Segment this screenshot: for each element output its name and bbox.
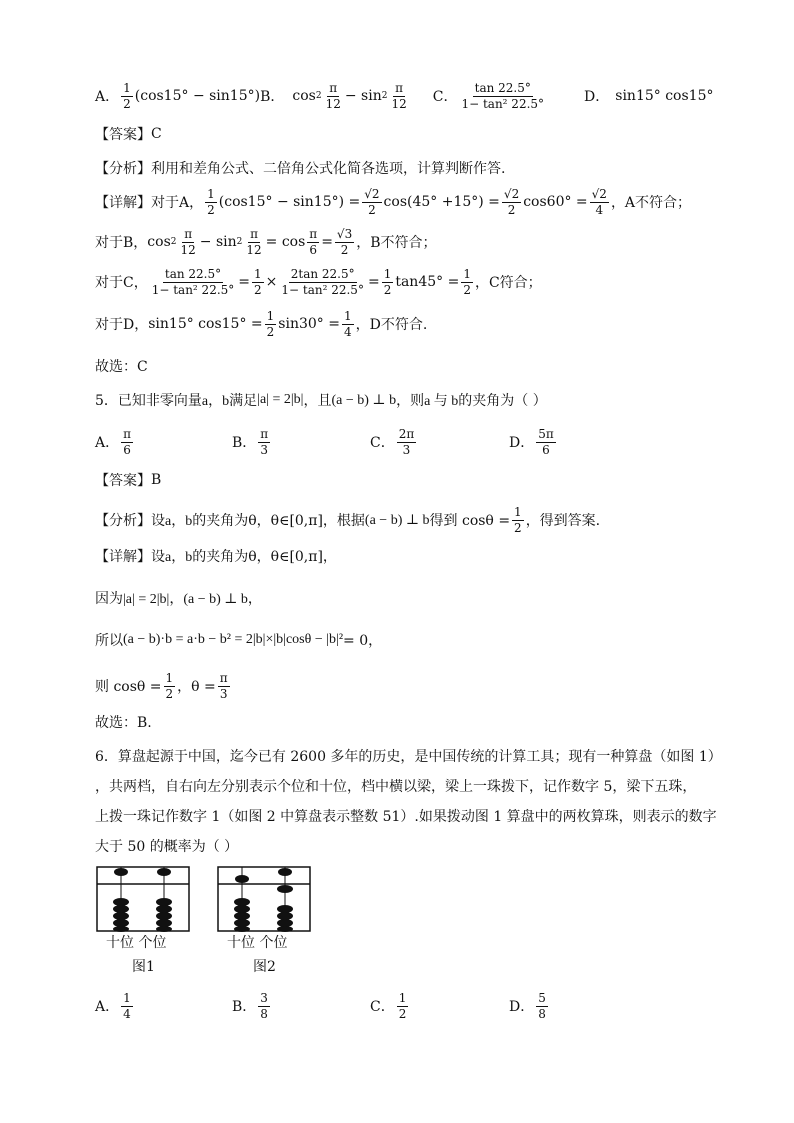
detail-text: 对于B， (95, 235, 148, 252)
vector-condition: |a| = 2|b| (257, 392, 304, 407)
analysis-text: 利用和差角公式、二倍角公式化简各选项，计算判断作答. (151, 161, 506, 177)
q4-opt-a-label: A． (95, 89, 120, 106)
detail-text: = (238, 274, 251, 291)
detail-text: sin30° = (278, 316, 340, 333)
option-label: B． (232, 435, 257, 452)
detail-text: 设 (151, 549, 165, 565)
q5-detail-1 (95, 546, 337, 566)
fraction: $\frac{√2}{2}$ (364, 187, 380, 217)
option-label: A． (95, 435, 120, 452)
q5-detail-3 (95, 630, 382, 650)
fraction: $\frac{1}{2}$ (463, 267, 471, 297)
q4-opt-b-mid: − sin (344, 88, 382, 105)
detail-text: 对于C， (95, 275, 148, 292)
question-text: 的夹角为（ ） (458, 393, 547, 409)
fraction: $\frac{1}{2}$ (398, 991, 407, 1021)
fraction: $\frac{1}{2}$ (207, 187, 215, 217)
detail-text: 的夹角为θ，θ∈[0,π]， (192, 549, 337, 565)
analysis-tag: 【分析】 (95, 161, 151, 177)
q5-analysis (95, 506, 600, 534)
detail-text: cos60° = (523, 194, 588, 211)
analysis-text: 设 (151, 513, 165, 530)
q5-choose (95, 712, 152, 732)
q4-answer (95, 124, 162, 144)
option-label: B． (232, 999, 257, 1016)
vector-symbol: a，b (165, 514, 193, 530)
fraction: $\frac{√2}{2}$ (503, 187, 520, 217)
fraction: $\frac{1}{2}$ (383, 267, 392, 297)
question-text: 6．算盘起源于中国，迄今已有 2600 多年的历史，是中国传统的计算工具；现有一种算盘（如图 1） (95, 749, 722, 765)
option-label: A． (95, 999, 120, 1016)
q4-opt-b-label: B． (260, 89, 285, 106)
fraction: $\frac{\pi}{12}$ (325, 81, 341, 111)
q4-detail-c: 对于C， $\frac{\tan 22.5^\circ}{\text{1− tan² 22.5°}}$ = $\frac{1}{2}$ × $\frac{2\tan 22.5^\circ}{\text{1− tan² 22.5°}}$ = $\frac{1}{2}$ tan45° = $\frac{1}{2}$ ，C符合； (95, 267, 542, 297)
q6-line-4 (95, 836, 238, 856)
answer-tag: 【答案】 (95, 127, 151, 143)
q4-analysis (95, 158, 505, 178)
q4-options: A． $\frac{1}{2}$ (cos15° − sin15°) B． cos 2 $\frac{\pi}{12}$ − sin 2 $\frac{\pi}{12}$ C． $\frac{\tan 22.5^\circ}{\text{1− tan² 22.5°}}$ D． sin15° cos15° (95, 81, 714, 111)
detail-text: = cos (265, 234, 306, 251)
detail-text: sin15° cos15° = (148, 316, 263, 333)
q5-detail-2 (95, 588, 262, 608)
question-text: 5．已知非零向量 (95, 393, 202, 409)
fraction: $\frac{1}{2}$ (514, 505, 522, 535)
q4-detail-a (95, 188, 691, 216)
question-text: 大于 50 的概率为（ ） (95, 839, 239, 855)
q5-option-b[interactable] (232, 428, 272, 456)
q6-option-a[interactable] (95, 992, 135, 1020)
fraction: $\frac{\pi}{6}$ (309, 227, 318, 257)
q5-detail-4 (95, 672, 232, 700)
detail-text: = 0， (343, 633, 383, 649)
option-label: D． (509, 999, 535, 1016)
q4-choose (95, 356, 148, 376)
question-text: 满足 (229, 393, 258, 409)
fraction: $\frac{1}{2}$ (266, 309, 275, 339)
detail-text: 则 cosθ = (95, 679, 162, 696)
fraction: $\frac{\pi}{12}$ (391, 81, 407, 111)
detail-tag: 【详解】 (95, 195, 151, 212)
abacus-figure-2 (217, 866, 311, 932)
q4-opt-d-text: sin15° cos15° (615, 88, 714, 105)
vector-condition: |a| = 2|b|，(a − b) ⊥ b， (123, 592, 262, 607)
choose-text: 故选：B. (95, 715, 152, 731)
q6-line-2 (95, 776, 696, 796)
vector-symbol: a，b (165, 550, 193, 565)
fraction: $\frac{5}{8}$ (538, 991, 546, 1021)
q6-line-1 (95, 746, 722, 766)
q4-opt-d-label: D． (584, 89, 610, 106)
fraction: $\frac{5\pi}{6}$ (538, 427, 554, 457)
q6-line-3 (95, 806, 717, 826)
detail-text: × (265, 274, 278, 291)
analysis-text: ，得到答案. (525, 513, 601, 530)
q4-opt-a-text: (cos15° − sin15°) (134, 88, 261, 105)
fraction: $\frac{1}{4}$ (123, 991, 131, 1021)
fraction: $\frac{\pi}{12}$ (180, 227, 196, 257)
detail-text: ，A不符合； (610, 195, 692, 212)
detail-text: (cos15° − sin15°) = (218, 194, 361, 211)
fraction: $\frac{\pi}{6}$ (123, 427, 132, 457)
question-text: ，且 (303, 393, 332, 409)
choose-text: 故选：C (95, 359, 148, 375)
answer-value: C (151, 126, 162, 142)
q4-detail-d (95, 310, 427, 338)
vector-condition: (a − b) ⊥ b (331, 392, 397, 408)
detail-text: 对于D， (95, 317, 149, 334)
detail-text: cos(45° +15°) = (383, 194, 500, 211)
analysis-tag: 【分析】 (95, 513, 151, 530)
fraction: $\frac{3}{8}$ (260, 991, 268, 1021)
vector-condition: (a − b) ⊥ b (364, 512, 430, 528)
q4-opt-b-text: cos (292, 88, 316, 105)
q4-opt-c-label: C． (432, 89, 458, 106)
fraction: $\frac{\pi}{3}$ (260, 427, 269, 457)
answer-value: B (151, 472, 162, 488)
analysis-text: 得到 cosθ = (429, 513, 511, 530)
q4-detail-b: 对于B， cos 2 $\frac{\pi}{12}$ − sin 2 $\frac{\pi}{12}$ = cos $\frac{\pi}{6}$ = $\frac{√3}{2}$ ，B不符合； (95, 227, 437, 257)
detail-text: ，θ = (177, 679, 216, 696)
fig2-caption: 图2 (253, 959, 276, 975)
detail-text: ，B不符合； (356, 235, 437, 252)
q5-option-d[interactable] (509, 428, 558, 456)
detail-text: 所以 (95, 633, 123, 649)
option-label: C． (370, 999, 395, 1016)
option-label: D． (509, 435, 535, 452)
fig2-labels: 十位 个位 (227, 935, 288, 951)
fraction: $\frac{\pi}{12}$ (246, 227, 262, 257)
fraction: $\frac{\pi}{3}$ (219, 671, 228, 701)
detail-text: cos (147, 234, 171, 251)
vector-symbol: a 与 b (424, 394, 459, 409)
q5-stem (95, 390, 547, 410)
q6-option-b[interactable] (232, 992, 272, 1020)
question-text: 上拨一珠记作数字 1（如图 2 中算盘表示整数 51）.如果拨动图 1 算盘中的两枚算珠，则表示的数字 (95, 809, 717, 825)
vector-symbol: a，b (201, 394, 230, 409)
q6-option-d[interactable] (509, 992, 550, 1020)
analysis-text: 的夹角为θ，θ∈[0,π]，根据 (192, 513, 365, 530)
detail-text: 因为 (95, 591, 123, 607)
detail-text: tan45° = (395, 274, 460, 291)
fraction: $\frac{2\pi}{3}$ (398, 427, 415, 457)
detail-text: ，C符合； (474, 275, 542, 292)
question-text: ，则 (396, 393, 425, 409)
detail-math: (a − b)·b = a·b − b² = 2|b|×|b|cosθ − |b|² (123, 632, 344, 647)
detail-text: 对于A， (151, 195, 204, 212)
detail-text: − sin (199, 234, 237, 251)
fraction: $\frac{\tan 22.5^\circ}{\text{1− tan² 22.5°}}$ (151, 267, 235, 297)
fraction: $\frac{√2}{4}$ (591, 187, 607, 217)
fraction: $\frac{1}{2}$ (165, 671, 174, 701)
q5-answer (95, 470, 161, 490)
fig1-caption: 图1 (132, 959, 155, 975)
question-text: ，共两档，自右向左分别表示个位和十位，档中横以梁，梁上一珠拨下，记作数字 5，梁下五珠， (95, 779, 697, 795)
detail-text: ，D不符合. (355, 317, 428, 334)
fraction: $\frac{1}{2}$ (123, 81, 131, 111)
abacus-figure-1 (96, 866, 190, 932)
fraction: $\frac{2\tan 22.5^\circ}{\text{1− tan² 22.5°}}$ (281, 267, 364, 297)
fraction: $\frac{1}{2}$ (254, 267, 262, 297)
answer-tag: 【答案】 (95, 473, 151, 489)
q5-option-a[interactable] (95, 428, 135, 456)
q5-option-c[interactable] (370, 428, 418, 456)
fraction: $\frac{\tan 22.5^\circ}{\text{1− tan² 22.5°}}$ (461, 81, 545, 111)
q6-option-c[interactable] (370, 992, 410, 1020)
option-label: C． (370, 435, 395, 452)
fig1-labels: 十位 个位 (106, 935, 167, 951)
detail-tag: 【详解】 (95, 549, 151, 565)
fraction: $\frac{√3}{2}$ (336, 227, 353, 257)
fraction: $\frac{1}{4}$ (343, 309, 352, 339)
